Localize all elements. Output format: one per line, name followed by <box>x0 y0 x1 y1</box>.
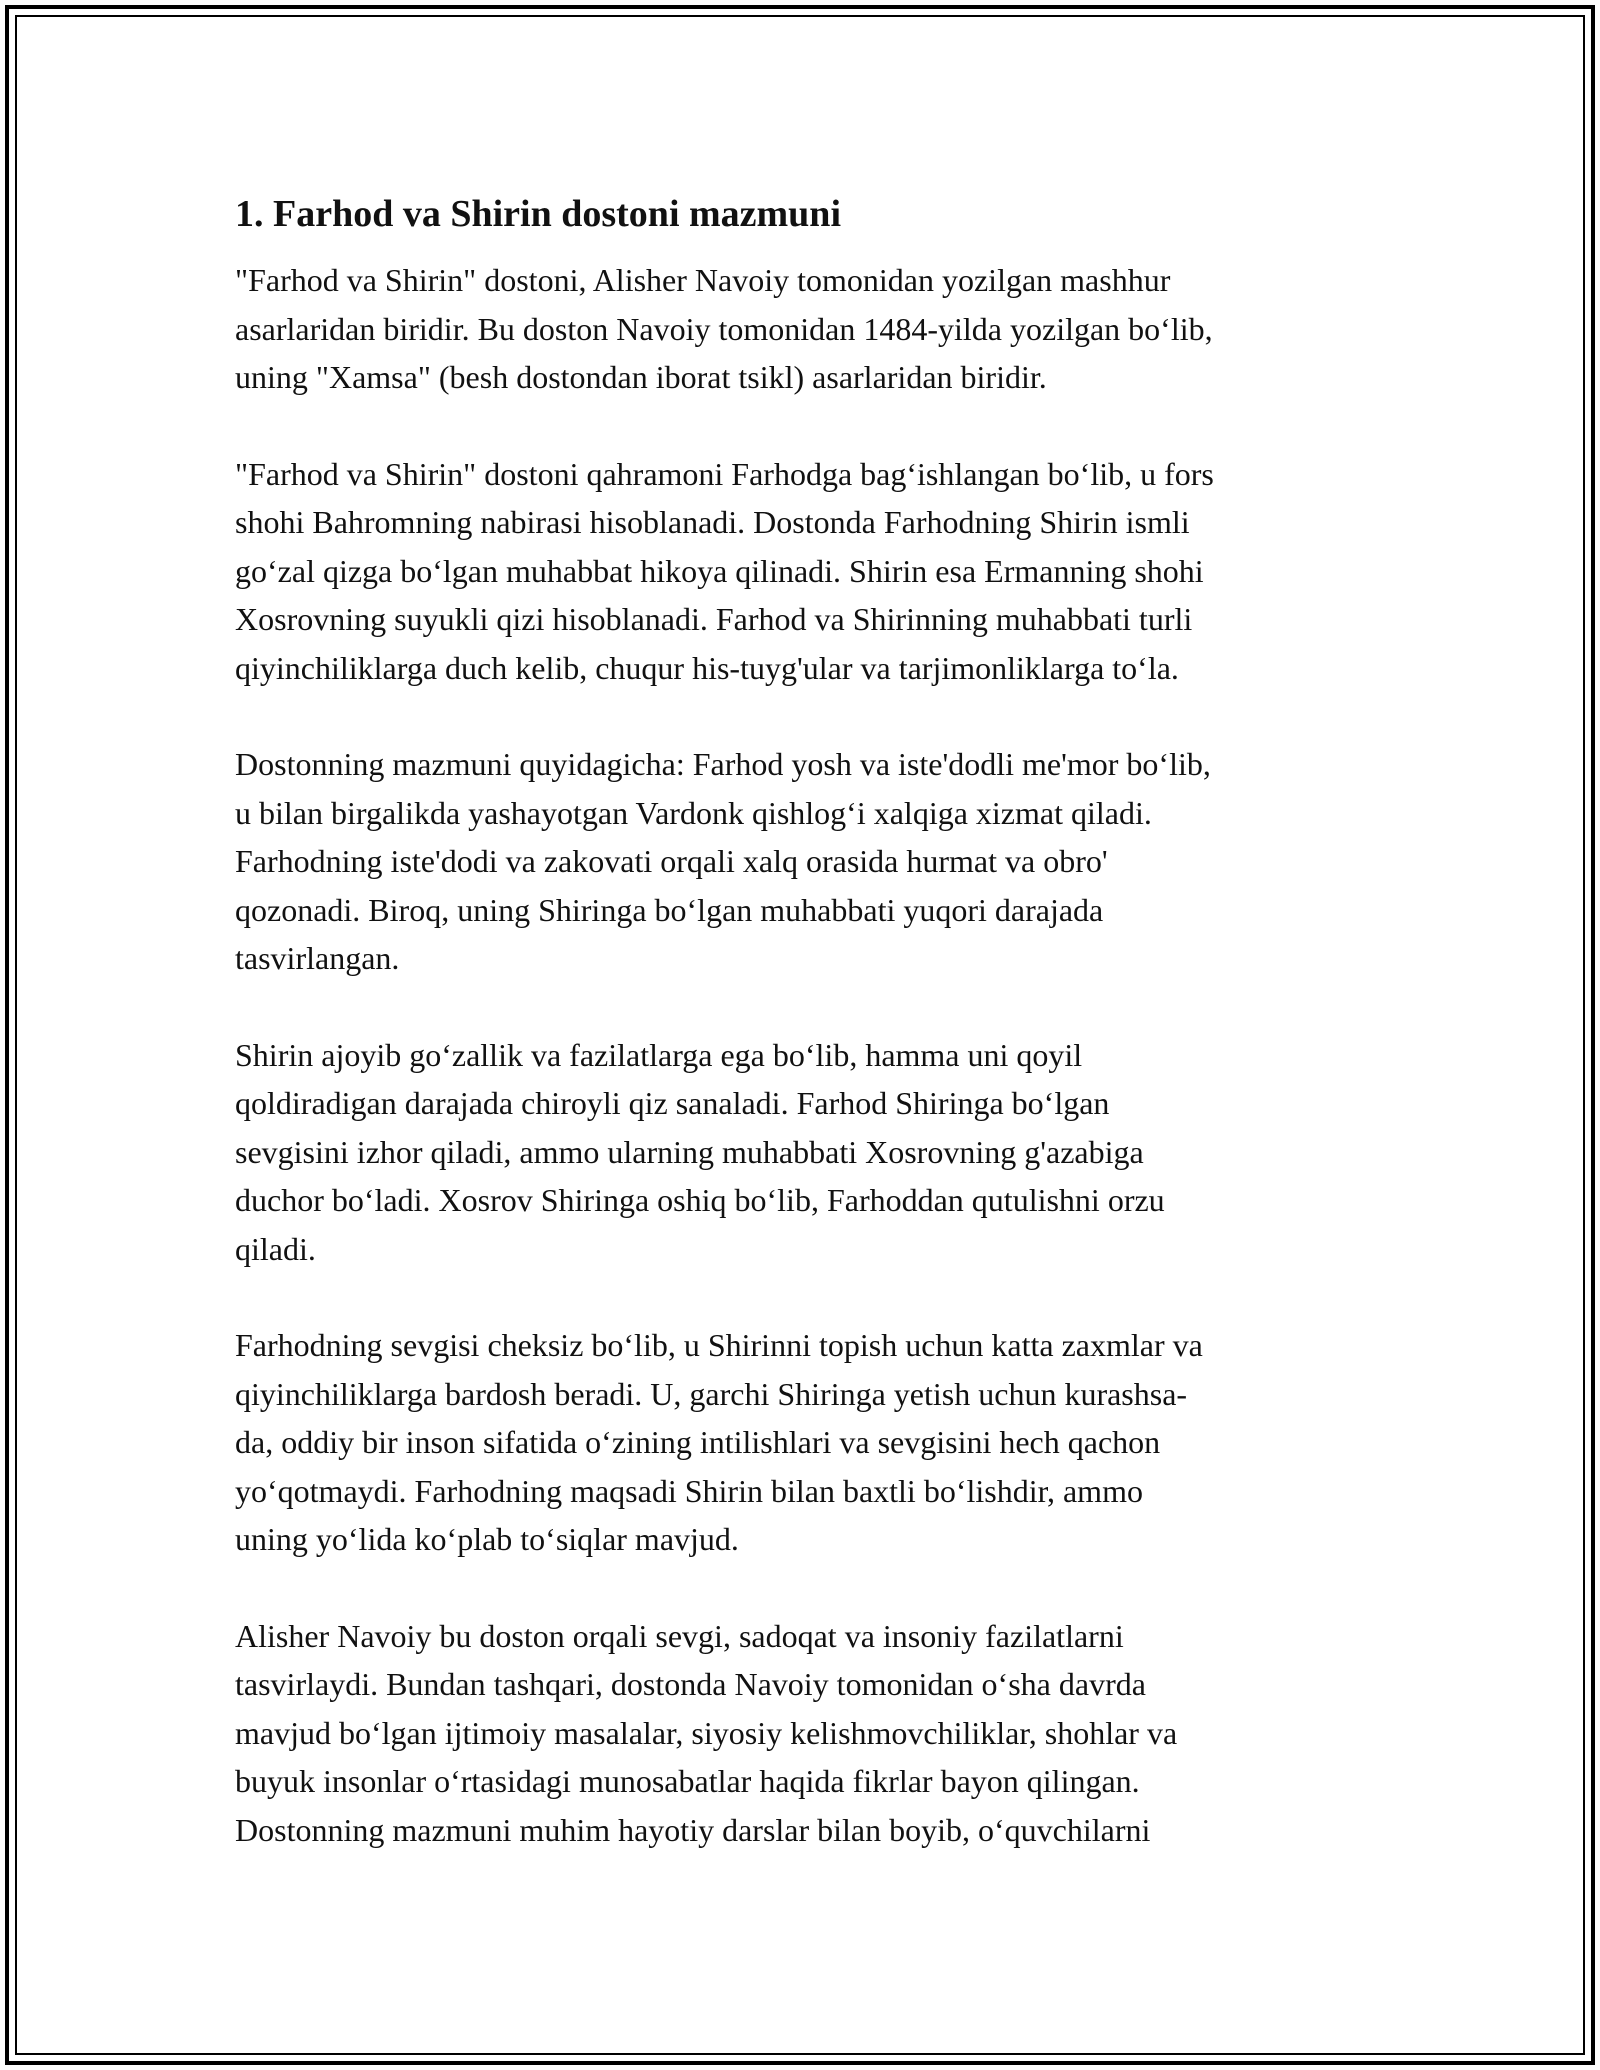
text-line: uning yo‘lida ko‘plab to‘siqlar mavjud. <box>235 1521 739 1557</box>
text-line: Dostonning mazmuni muhim hayotiy darslar bilan boyib, o‘quvchilarni <box>235 1811 1151 1848</box>
text-line: Dostonning mazmuni quyidagicha: Farhod yosh va iste'dodli me'mor bo‘lib, <box>235 746 1211 782</box>
paragraph-5 <box>235 1321 1385 1564</box>
text-line: mavjud bo‘lgan ijtimoiy masalalar, siyosiy kelishmovchiliklar, shohlar va <box>235 1714 1178 1751</box>
text-line: Farhodning sevgisi cheksiz bo‘lib, u Shirinni topish uchun katta zaxmlar va <box>235 1327 1203 1363</box>
text-line: sevgisini izhor qiladi, ammo ularning muhabbati Xosrovning g'azabiga <box>235 1133 1144 1170</box>
text-line: duchor bo‘ladi. Xosrov Shiringa oshiq bo‘lib, Farhoddan qutulishni orzu <box>235 1182 1165 1218</box>
text-line: shohi Bahromning nabirasi hisoblanadi. Dostonda Farhodning Shirin ismli <box>235 504 1190 540</box>
text-line: qiladi. <box>235 1230 316 1267</box>
text-line: qiyinchiliklarga duch kelib, chuqur his-tuyg'ular va tarjimonliklarga to‘la. <box>235 649 1179 686</box>
section-heading: 1. Farhod va Shirin dostoni mazmuni <box>235 193 841 235</box>
paragraph-6 <box>235 1612 1385 1855</box>
paragraph-4 <box>235 1031 1385 1274</box>
document-body <box>235 188 1385 1902</box>
text-line: yo‘qotmaydi. Farhodning maqsadi Shirin bilan baxtli bo‘lishdir, ammo <box>235 1472 1143 1509</box>
text-line: asarlaridan biridir. Bu doston Navoiy tomonidan 1484-yilda yozilgan bo‘lib, <box>235 310 1213 347</box>
text-line: uning "Xamsa" (besh dostondan iborat tsikl) asarlaridan biridir. <box>235 359 1047 395</box>
text-line: go‘zal qizga bo‘lgan muhabbat hikoya qilinadi. Shirin esa Ermanning shohi <box>235 552 1204 589</box>
text-line: qozonadi. Biroq, uning Shiringa bo‘lgan muhabbati yuqori darajada <box>235 891 1104 928</box>
text-line: qiyinchiliklarga bardosh beradi. U, garchi Shiringa yetish uchun kurashsa- <box>235 1375 1188 1412</box>
paragraph-2 <box>235 450 1385 693</box>
text-line: u bilan birgalikda yashayotgan Vardonk qishlog‘i xalqiga xizmat qiladi. <box>235 794 1152 831</box>
paragraph-3 <box>235 740 1385 983</box>
text-line: tasvirlangan. <box>235 940 400 976</box>
text-line: "Farhod va Shirin" dostoni qahramoni Farhodga bag‘ishlangan bo‘lib, u fors <box>235 455 1214 492</box>
text-line: da, oddiy bir inson sifatida o‘zining intilishlari va sevgisini hech qachon <box>235 1424 1161 1460</box>
paragraph-1 <box>235 256 1385 402</box>
text-line: qoldiradigan darajada chiroyli qiz sanaladi. Farhod Shiringa bo‘lgan <box>235 1085 1110 1121</box>
text-line: Farhodning iste'dodi va zakovati orqali xalq orasida hurmat va obro' <box>235 843 1108 879</box>
text-line: Alisher Navoiy bu doston orqali sevgi, sadoqat va insoniy fazilatlarni <box>235 1617 1124 1654</box>
text-line: buyuk insonlar o‘rtasidagi munosabatlar haqida fikrlar bayon qilingan. <box>235 1763 1140 1799</box>
text-line: "Farhod va Shirin" dostoni, Alisher Navoiy tomonidan yozilgan mashhur <box>235 262 1171 298</box>
text-line: Shirin ajoyib go‘zallik va fazilatlarga ega bo‘lib, hamma uni qoyil <box>235 1036 1083 1073</box>
text-line: Xosrovning suyukli qizi hisoblanadi. Farhod va Shirinning muhabbati turli <box>235 601 1193 637</box>
text-line: tasvirlaydi. Bundan tashqari, dostonda Navoiy tomonidan o‘sha davrda <box>235 1666 1146 1702</box>
